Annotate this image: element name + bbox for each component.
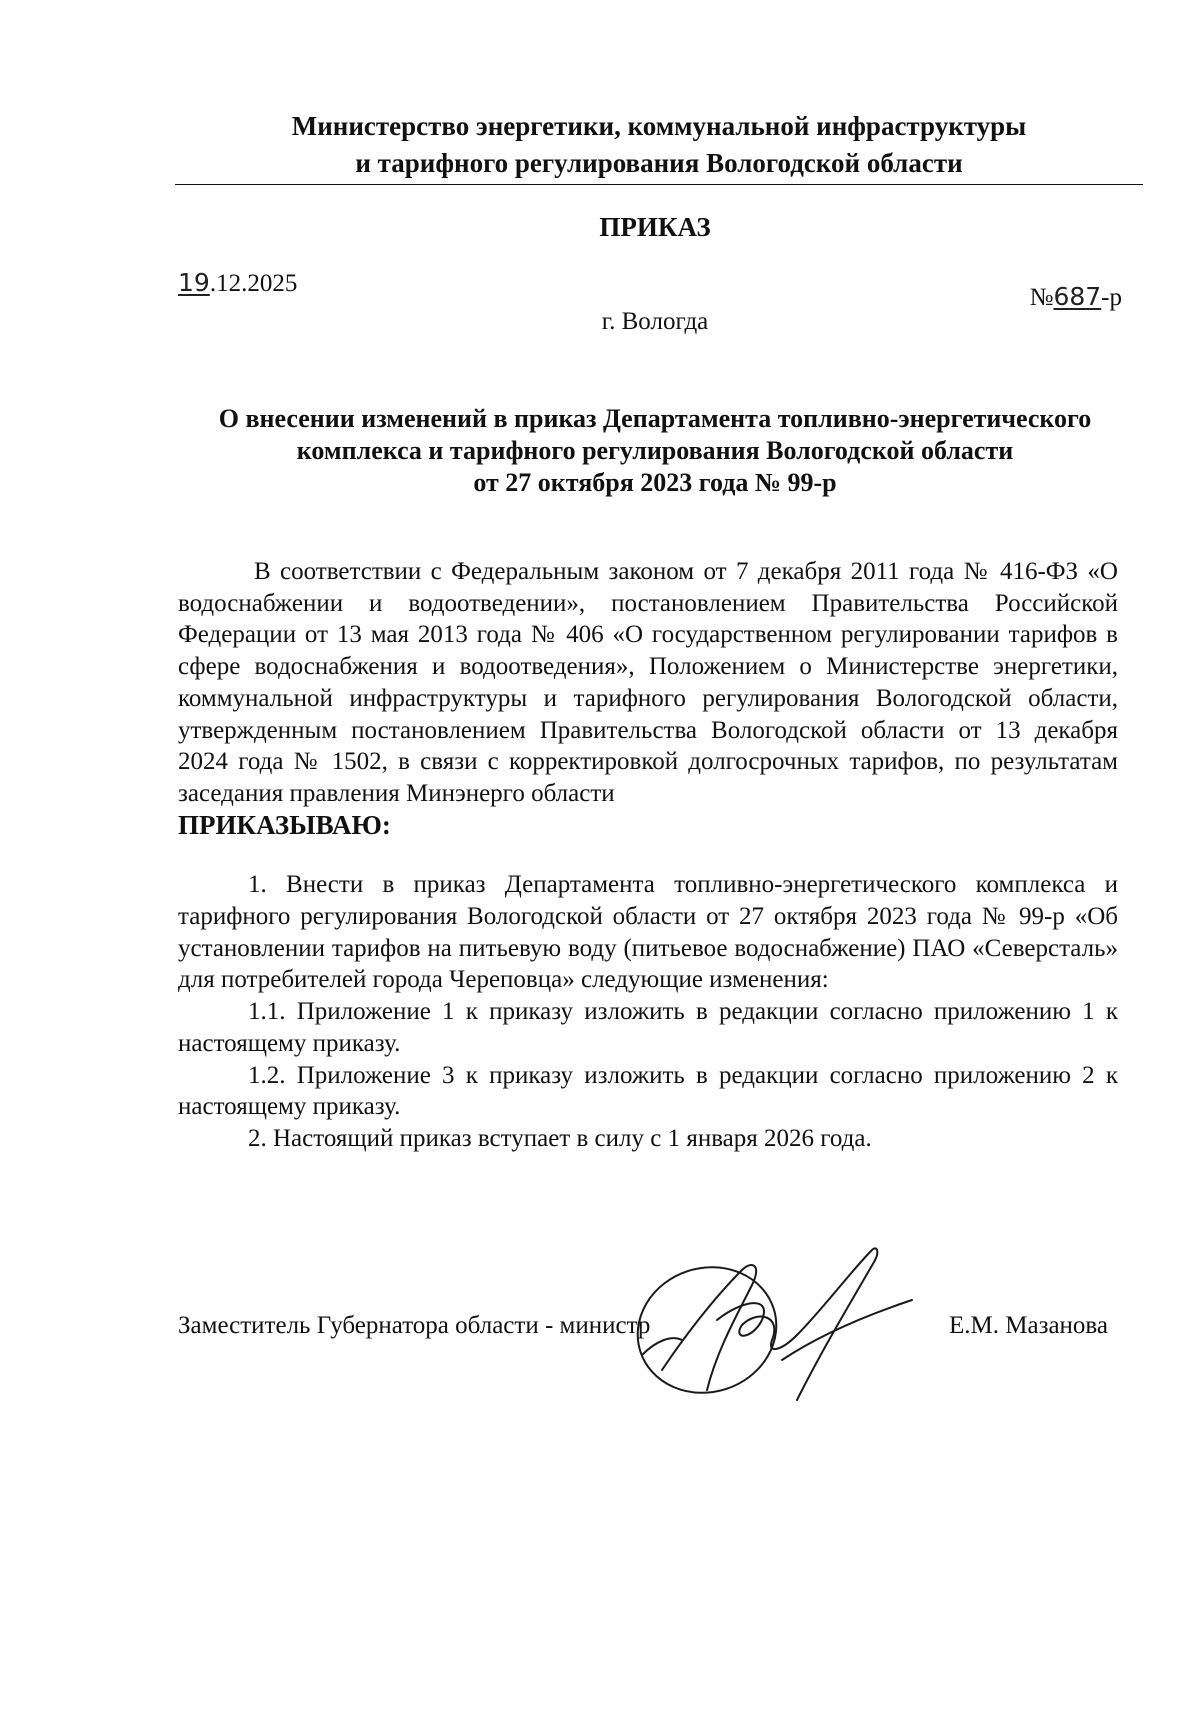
spacer: [178, 841, 1118, 869]
order-item: 1. Внести в приказ Департамента топливно-энергетического комплекса и тарифного регулирования Вологодской области от 27 октября 2023 года № 99-р «Об установлении тарифов на питьевую воду (питьевое водоснабжение) ПАО «Северсталь» для потребителей города Череповца» следующие изменения:: [178, 871, 1118, 994]
document-type: ПРИКАЗ: [599, 212, 711, 242]
ministry-name-line2: и тарифного регулирования Вологодской области: [355, 148, 963, 178]
number-prefix: №: [1029, 284, 1054, 311]
title-line3: от 27 октября 2023 года № 99-р: [473, 468, 837, 497]
header-divider: [175, 184, 1143, 185]
ministry-name-line1: Министерство энергетики, коммунальной инфраструктуры: [291, 111, 1027, 141]
signatory-name: Е.М. Мазанова: [949, 1312, 1108, 1339]
date-printed: .12.2025: [209, 270, 298, 297]
order-item: 1.2. Приложение 3 к приказу изложить в редакции согласно приложению 2 к настоящему приказу.: [178, 1061, 1118, 1121]
order-word: ПРИКАЗЫВАЮ:: [178, 809, 391, 840]
document-body: [178, 556, 1118, 1155]
order-item: 1.1. Приложение 1 к приказу изложить в редакции согласно приложению 1 к настоящему приказу.: [178, 998, 1118, 1057]
ministry-header: [175, 108, 1143, 182]
order-item: 2. Настоящий приказ вступает в силу с 1 января 2026 года.: [248, 1124, 872, 1152]
preamble-paragraph: В соответствии с Федеральным законом от 7 декабря 2011 года № 416-ФЗ «О водоснабжении и водоотведении», постановлением Правительства Российской Федерации от 13 мая 2013 года № 406 «О государственном регулировании тарифов в сфере водоснабжения и водоотведения», Положением о Министерстве энергетики, коммунальной инфраструктуры и тарифного регулирования Вологодской области, утвержденным постановлением Правительства Вологодской области от 13 декабря 2024 года № 1502, в связи с корректировкой долгосрочных тарифов, по результатам заседания правления Минэнерго области: [178, 558, 1118, 807]
handwritten-signature: [622, 1240, 942, 1420]
date-handwritten: 19: [178, 268, 210, 297]
document-title: [180, 403, 1130, 499]
document-date: [178, 268, 297, 298]
signatory-position: Заместитель Губернатора области - министр: [178, 1312, 651, 1339]
document-city: г. Вологда: [601, 308, 709, 335]
title-line2: комплекса и тарифного регулирования Вологодской области: [296, 436, 1014, 465]
number-handwritten: 687: [1053, 282, 1102, 311]
number-suffix: -р: [1101, 284, 1122, 311]
title-line1: О внесении изменений в приказ Департамента топливно-энергетического: [218, 404, 1092, 433]
